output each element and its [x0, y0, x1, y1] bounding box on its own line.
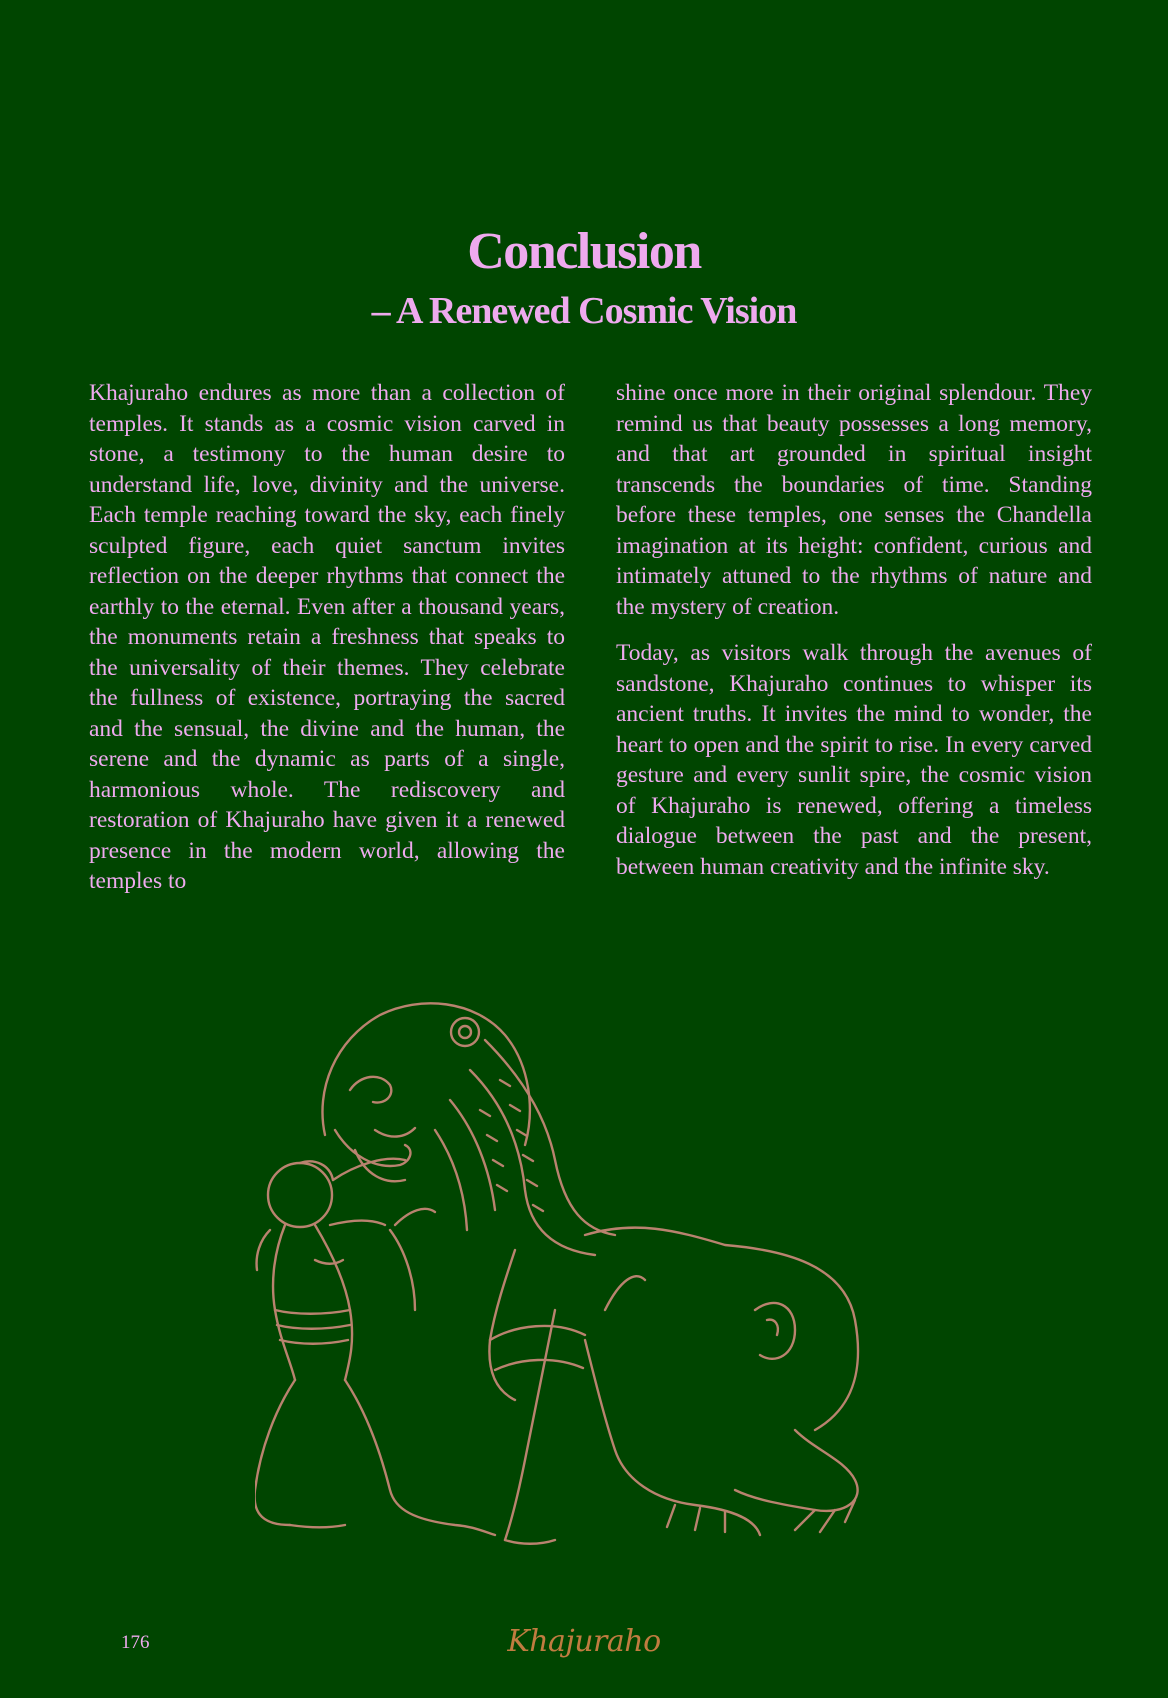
body-paragraph: Today, as visitors walk through the avenues of sandstone, Khajuraho continues to whisper its ancient truths. It invites the mind to wonder, the heart to open and the spirit to rise. In every carved gesture and every sunlit spire, the cosmic vision of Khajuraho is renewed, offering a timeless dialogue between the past and the present, between human creativity and the infinite sky. — [616, 640, 1092, 880]
page-title: Conclusion — [467, 223, 701, 280]
body-paragraph: shine once more in their original splendour. They remind us that beauty possesses a long memory, and that art grounded in spiritual insight transcends the boundaries of time. Standing before these temples, one senses the Chandella imagination at its height: confident, curious and intimately attuned to the rhythms of nature and the mystery of creation. — [616, 380, 1092, 620]
body-paragraph: Khajuraho endures as more than a collection of temples. It stands as a cosmic vision carved in stone, a testimony to the human desire to understand life, love, divinity and the universe. Each temple reaching toward the sky, each finely sculpted figure, each quiet sanctum invites reflection on the deeper rhythms that connect the earthly to the eternal. Even after a thousand years, the monuments retain a freshness that speaks to the universality of their themes. They celebrate the fullness of existence, portraying the sacred and the sensual, the divine and the human, the serene and the dynamic as parts of a single, harmonious whole. The rediscovery and restoration of Khajuraho have given it a renewed presence in the modern world, allowing the temples to — [89, 380, 565, 894]
page-number: 176 — [121, 1632, 150, 1653]
page-subtitle: – A Renewed Cosmic Vision — [371, 290, 797, 332]
text-column-left — [89, 378, 565, 913]
text-column-right — [616, 378, 1092, 898]
lion-and-warrior-illustration — [255, 980, 935, 1570]
footer-logo: Khajuraho — [507, 1624, 661, 1659]
